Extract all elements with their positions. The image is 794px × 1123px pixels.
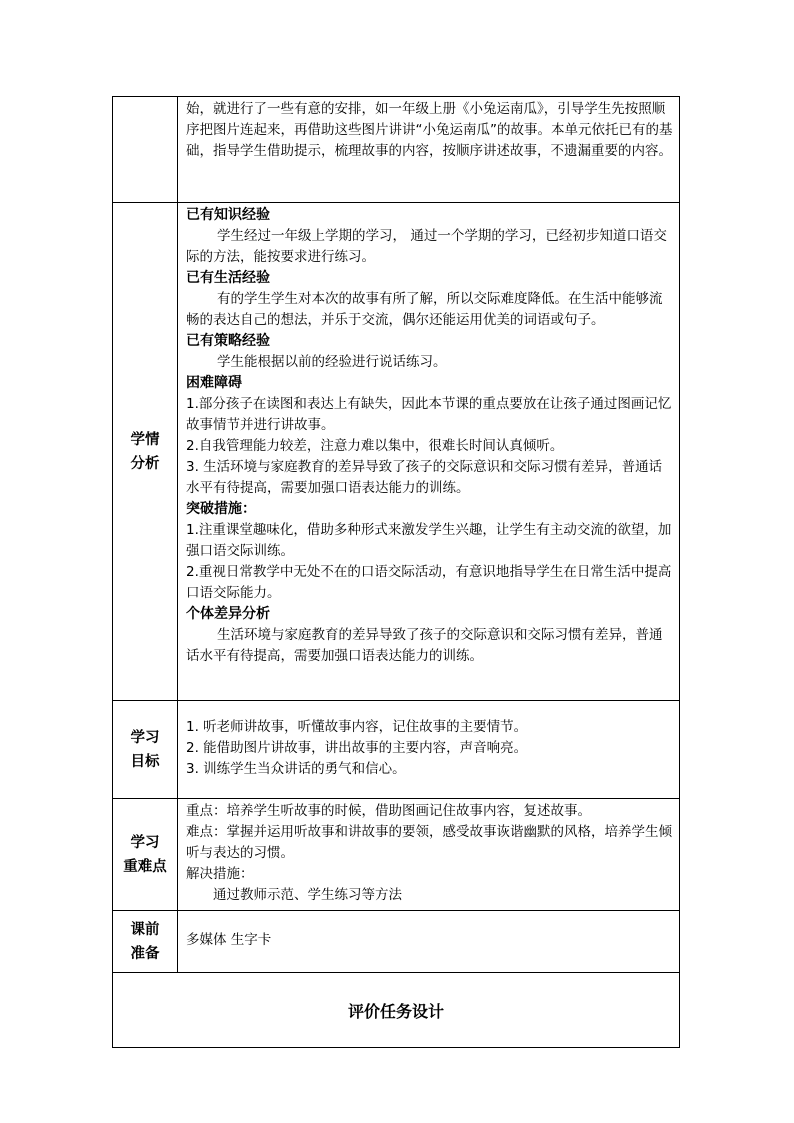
knowledge-text: 学生经过一年级上学期的学习， 通过一个学期的学习，已经初步知道口语交际的方法，能按要求进行练习。 [186, 228, 667, 265]
goals-cell [178, 701, 680, 799]
knowledge-heading: 已有知识经验 [186, 207, 270, 223]
intro-cell [178, 97, 680, 203]
life-heading: 已有生活经验 [186, 270, 270, 286]
blank-label-cell [113, 97, 178, 203]
prep-label-line2: 准备 [130, 945, 160, 962]
goal-item: 3. 训练学生当众讲话的勇气和信心。 [186, 761, 406, 777]
measures-item: 1.注重课堂趣味化，借助多种形式来激发学生兴趣，让学生有主动交流的欲望，加强口语交际训练。 [186, 522, 672, 559]
prep-label-line1: 课前 [130, 921, 160, 938]
goals-label-line2: 目标 [130, 753, 160, 770]
strategy-text: 学生能根据以前的经验进行说话练习。 [217, 354, 447, 370]
intro-paragraph: 始，就进行了一些有意的安排，如一年级上册《小兔运南瓜》，引导学生先按照顺序把图片连起来，再借助这些图片讲讲“小兔运南瓜”的故事。本单元依托已有的基础，指导学生借助提示，梳理故事的内容，按顺序讲述故事，不遗漏重要的内容。 [186, 101, 673, 159]
strategy-heading: 已有策略经验 [186, 333, 270, 349]
goals-label [113, 701, 178, 799]
analysis-label [113, 203, 178, 701]
key-points-label-line1: 学习 [130, 834, 160, 851]
key-points-label-line2: 重难点 [123, 858, 167, 875]
measures-heading: 突破措施： [186, 501, 256, 517]
difficulty-text: 难点：掌握并运用听故事和讲故事的要领，感受故事诙谐幽默的风格，培养学生倾听与表达的习惯。 [186, 824, 672, 861]
goal-item: 1. 听老师讲故事，听懂故事内容，记住故事的主要情节。 [186, 719, 528, 735]
prep-cell [178, 911, 680, 973]
solution-heading: 解决措施： [186, 866, 254, 882]
difficulty-item: 1.部分孩子在读图和表达上有缺失，因此本节课的重点要放在让孩子通过图画记忆故事情节并进行讲故事。 [186, 396, 672, 433]
solution-text: 通过教师示范、学生练习等方法 [213, 887, 402, 903]
goal-item: 2. 能借助图片讲故事，讲出故事的主要内容，声音响亮。 [186, 740, 528, 756]
analysis-label-line2: 分析 [130, 455, 160, 472]
key-points-cell [178, 799, 680, 911]
difficulty-item: 2.自我管理能力较差，注意力难以集中，很难长时间认真倾听。 [186, 438, 564, 454]
key-points-label [113, 799, 178, 911]
life-text: 有的学生学生对本次的故事有所了解，所以交际难度降低。在生活中能够流畅的表达自己的想法，并乐于交流，偶尔还能运用优美的词语或句子。 [186, 291, 663, 328]
focus-text: 重点：培养学生听故事的时候，借助图画记住故事内容，复述故事。 [186, 803, 591, 819]
individual-text: 生活环境与家庭教育的差异导致了孩子的交际意识和交际习惯有差异，普通话水平有待提高，需要加强口语表达能力的训练。 [186, 627, 663, 664]
prep-label [113, 911, 178, 973]
analysis-cell [178, 203, 680, 701]
prep-text: 多媒体 生字卡 [186, 932, 272, 948]
goals-label-line1: 学习 [130, 729, 160, 746]
individual-heading: 个体差异分析 [186, 606, 270, 622]
analysis-label-line1: 学情 [130, 431, 160, 448]
difficulty-heading: 困难障碍 [186, 375, 242, 391]
evaluation-title: 评价任务设计 [113, 973, 680, 1048]
measures-item: 2.重视日常教学中无处不在的口语交际活动，有意识地指导学生在日常生活中提高口语交际能力。 [186, 564, 672, 601]
difficulty-item: 3. 生活环境与家庭教育的差异导致了孩子的交际意识和交际习惯有差异，普通话水平有待提高，需要加强口语表达能力的训练。 [186, 459, 663, 496]
lesson-plan-table [112, 96, 680, 1048]
